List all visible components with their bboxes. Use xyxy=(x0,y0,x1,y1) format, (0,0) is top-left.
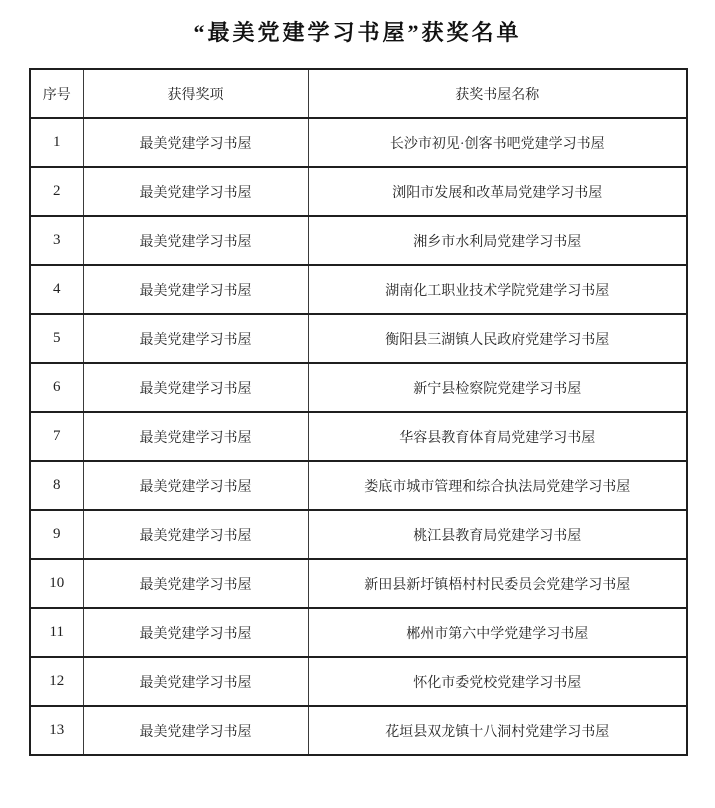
cell-serial-number: 8 xyxy=(30,461,83,510)
table-row xyxy=(30,608,687,657)
header-award-received: 获得奖项 xyxy=(83,69,308,118)
cell-award-received: 最美党建学习书屋 xyxy=(83,216,308,265)
cell-serial-number: 11 xyxy=(30,608,83,657)
cell-award-received: 最美党建学习书屋 xyxy=(83,510,308,559)
cell-award-received: 最美党建学习书屋 xyxy=(83,461,308,510)
table-header xyxy=(30,69,687,118)
cell-serial-number: 3 xyxy=(30,216,83,265)
cell-serial-number: 4 xyxy=(30,265,83,314)
table-row xyxy=(30,412,687,461)
cell-winner-name: 湘乡市水利局党建学习书屋 xyxy=(308,216,687,265)
award-table xyxy=(29,68,688,756)
cell-serial-number: 1 xyxy=(30,118,83,167)
cell-serial-number: 5 xyxy=(30,314,83,363)
cell-award-received: 最美党建学习书屋 xyxy=(83,167,308,216)
cell-award-received: 最美党建学习书屋 xyxy=(83,559,308,608)
cell-winner-name: 新宁县检察院党建学习书屋 xyxy=(308,363,687,412)
header-row xyxy=(30,69,687,118)
cell-award-received: 最美党建学习书屋 xyxy=(83,118,308,167)
cell-winner-name: 怀化市委党校党建学习书屋 xyxy=(308,657,687,706)
cell-winner-name: 湖南化工职业技术学院党建学习书屋 xyxy=(308,265,687,314)
table-row xyxy=(30,657,687,706)
cell-serial-number: 2 xyxy=(30,167,83,216)
table-row xyxy=(30,265,687,314)
table-row xyxy=(30,118,687,167)
header-winner-name: 获奖书屋名称 xyxy=(308,69,687,118)
cell-serial-number: 10 xyxy=(30,559,83,608)
cell-serial-number: 12 xyxy=(30,657,83,706)
cell-award-received: 最美党建学习书屋 xyxy=(83,706,308,755)
header-serial-number: 序号 xyxy=(30,69,83,118)
table-row xyxy=(30,559,687,608)
cell-winner-name: 衡阳县三湖镇人民政府党建学习书屋 xyxy=(308,314,687,363)
page-title: “最美党建学习书屋”获奖名单 xyxy=(193,20,522,45)
cell-winner-name: 郴州市第六中学党建学习书屋 xyxy=(308,608,687,657)
cell-serial-number: 13 xyxy=(30,706,83,755)
table-row xyxy=(30,510,687,559)
table-row xyxy=(30,706,687,755)
cell-winner-name: 桃江县教育局党建学习书屋 xyxy=(308,510,687,559)
table-body xyxy=(30,118,687,755)
table-row xyxy=(30,363,687,412)
cell-serial-number: 6 xyxy=(30,363,83,412)
cell-award-received: 最美党建学习书屋 xyxy=(83,608,308,657)
table-row xyxy=(30,461,687,510)
cell-award-received: 最美党建学习书屋 xyxy=(83,265,308,314)
cell-award-received: 最美党建学习书屋 xyxy=(83,412,308,461)
table-row xyxy=(30,314,687,363)
cell-winner-name: 浏阳市发展和改革局党建学习书屋 xyxy=(308,167,687,216)
cell-winner-name: 华容县教育体育局党建学习书屋 xyxy=(308,412,687,461)
cell-winner-name: 娄底市城市管理和综合执法局党建学习书屋 xyxy=(308,461,687,510)
cell-award-received: 最美党建学习书屋 xyxy=(83,363,308,412)
cell-award-received: 最美党建学习书屋 xyxy=(83,657,308,706)
cell-winner-name: 花垣县双龙镇十八洞村党建学习书屋 xyxy=(308,706,687,755)
cell-winner-name: 新田县新圩镇梧村村民委员会党建学习书屋 xyxy=(308,559,687,608)
table-row xyxy=(30,167,687,216)
table-row xyxy=(30,216,687,265)
cell-serial-number: 9 xyxy=(30,510,83,559)
cell-award-received: 最美党建学习书屋 xyxy=(83,314,308,363)
cell-winner-name: 长沙市初见·创客书吧党建学习书屋 xyxy=(308,118,687,167)
cell-serial-number: 7 xyxy=(30,412,83,461)
